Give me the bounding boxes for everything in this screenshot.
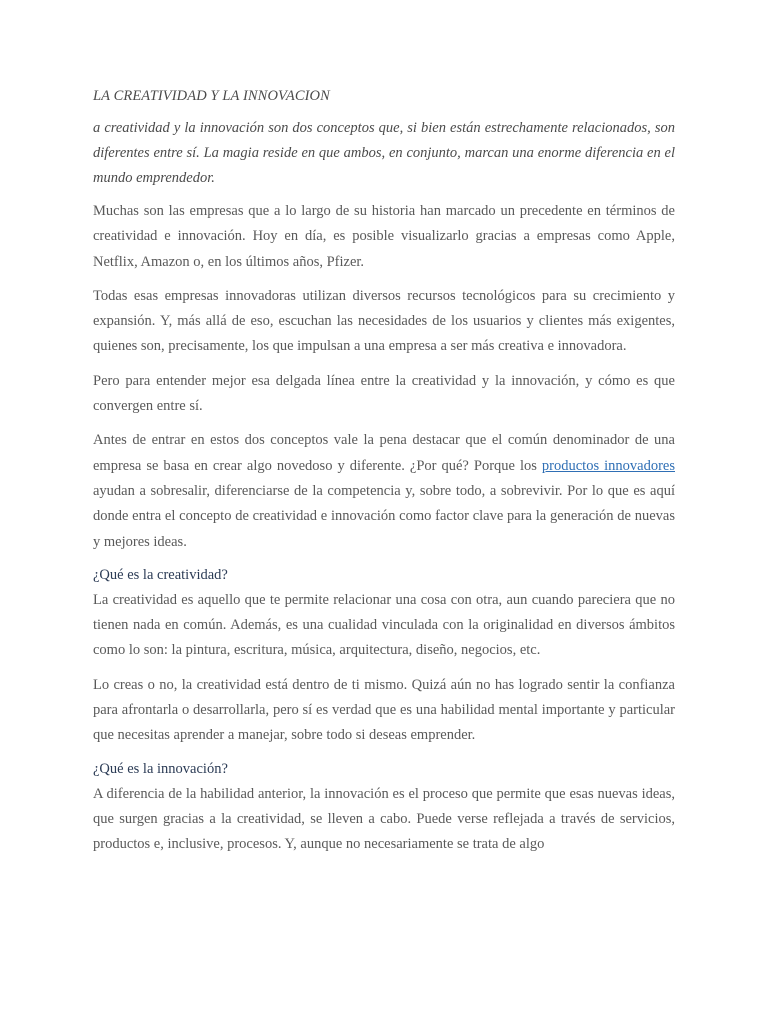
paragraph-technology: Todas esas empresas innovadoras utilizan diversos recursos tecnológicos para su crecimiento y expansión. Y, más allá de eso, escuchan las necesidades de los usuarios y clientes más exigentes, quienes son, precisamente, los que impulsan a una empresa a ser más creativa e innovadora.: [93, 287, 675, 355]
document-title: LA CREATIVIDAD Y LA INNOVACION: [93, 88, 330, 104]
paragraph-creativity-within: Lo creas o no, la creatividad está dentro de ti mismo. Quizá aún no has logrado sentir la confianza para afrontarla o desarrollarla, pero sí es verdad que es una habilidad mental importante y particular que necesitas aprender a manejar, sobre todo si deseas emprender.: [93, 676, 675, 744]
lead-paragraph: a creatividad y la innovación son dos conceptos que, si bien están estrechamente relacionados, son diferentes entre sí. La magia reside en que ambos, en conjunto, marcan una enorme diferencia en el mundo emprendedor.: [93, 120, 675, 186]
paragraph-creativity-definition: La creatividad es aquello que te permite relacionar una cosa con otra, aun cuando pareciera que no tienen nada en común. Además, es una cualidad vinculada con la originalidad en diversos ámbitos como lo son: la pintura, escritura, música, arquitectura, diseño, negocios, etc.: [93, 591, 675, 659]
paragraph-common-denominator: [93, 428, 675, 554]
heading-innovation: ¿Qué es la innovación?: [93, 760, 228, 777]
paragraph-thin-line: Pero para entender mejor esa delgada línea entre la creatividad y la innovación, y cómo es que convergen entre sí.: [93, 372, 675, 415]
paragraph-text-after-link: ayudan a sobresalir, diferenciarse de la competencia y, sobre todo, a sobrevivir. Por lo que es aquí donde entra el concepto de creatividad e innovación como factor clave para la generación de nuevas y mejores ideas.: [93, 482, 675, 550]
paragraph-companies: Muchas son las empresas que a lo largo de su historia han marcado un precedente en términos de creatividad e innovación. Hoy en día, es posible visualizarlo gracias a empresas como Apple, Netflix, Amazon o, en los últimos años, Pfizer.: [93, 203, 675, 270]
paragraph-innovation-definition: A diferencia de la habilidad anterior, la innovación es el proceso que permite que esas nuevas ideas, que surgen gracias a la creatividad, se lleven a cabo. Puede verse reflejada a través de servicios, productos e, inclusive, procesos. Y, aunque no necesariamente se trata de algo: [93, 785, 675, 853]
innovative-products-link[interactable]: productos innovadores: [541, 457, 675, 474]
paragraph-text-before-link: Antes de entrar en estos dos conceptos vale la pena destacar que el común denominador de una empresa se basa en crear algo novedoso y diferente. ¿Por qué? Porque los: [93, 432, 675, 474]
heading-creativity: ¿Qué es la creatividad?: [93, 566, 228, 583]
